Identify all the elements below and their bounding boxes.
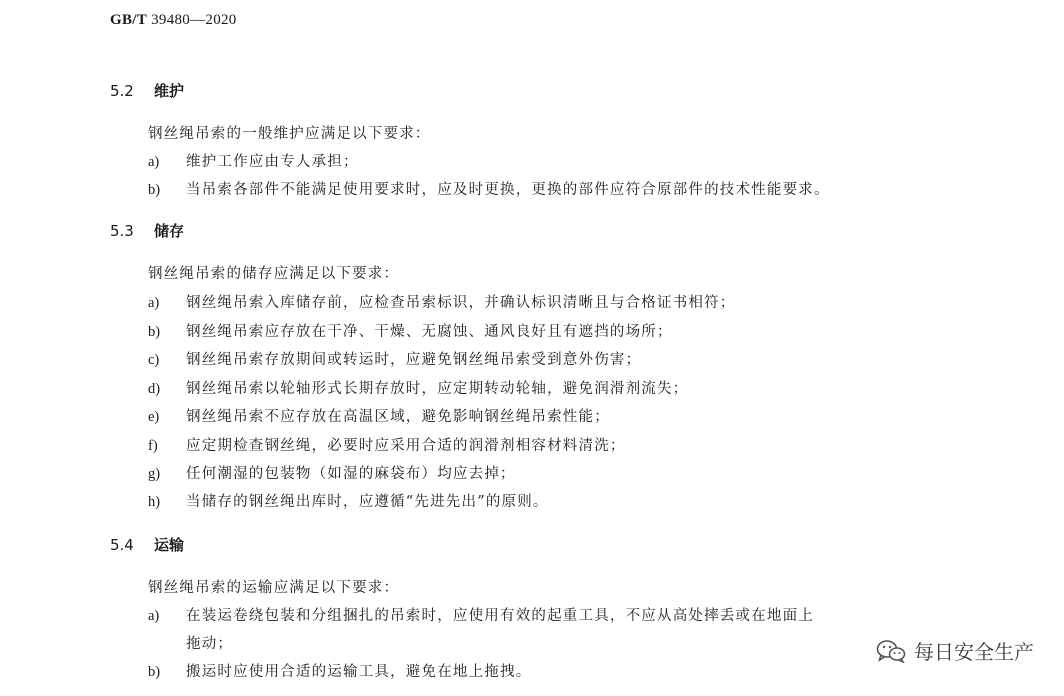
- list-item: [148, 434, 626, 455]
- list-marker: b): [148, 182, 161, 198]
- list-marker: a): [148, 608, 160, 624]
- section-5-3-heading: [110, 220, 184, 241]
- list-item-text: 当储存的钢丝绳出库时，应遵循“先进先出”的原则。: [186, 494, 549, 510]
- list-item-text: 钢丝绳吊索不应存放在高温区域，避免影响钢丝绳吊索性能；: [186, 409, 610, 425]
- list-item-text: 当吊索各部件不能满足使用要求时，应及时更换，更换的部件应符合原部件的技术性能要求。: [186, 182, 830, 198]
- section-5-3-intro: 钢丝绳吊索的储存应满足以下要求：: [148, 266, 400, 282]
- list-marker: a): [148, 295, 160, 311]
- list-item: [148, 604, 814, 625]
- list-marker: f): [148, 438, 158, 454]
- list-item-text: 搬运时应使用合适的运输工具，避免在地上拖拽。: [186, 664, 532, 680]
- list-item: [148, 178, 830, 199]
- list-marker: c): [148, 352, 160, 368]
- list-item: [148, 660, 531, 681]
- section-number: 5.3: [110, 222, 134, 240]
- list-marker: d): [148, 381, 161, 397]
- list-item: [148, 291, 736, 312]
- section-5-2-intro: 钢丝绳吊索的一般维护应满足以下要求：: [148, 126, 431, 142]
- section-5-2-heading: [110, 80, 184, 101]
- list-marker: b): [148, 664, 161, 680]
- list-item-text: 维护工作应由专人承担；: [186, 154, 359, 170]
- list-item-text: 钢丝绳吊索入库储存前，应检查吊索标识，并确认标识清晰且与合格证书相符；: [186, 295, 736, 311]
- list-item-text: 应定期检查钢丝绳，必要时应采用合适的润滑剂相容材料清洗；: [186, 438, 626, 454]
- standard-header: [110, 12, 237, 29]
- list-item: [148, 462, 516, 483]
- list-marker: b): [148, 324, 161, 340]
- list-marker: e): [148, 409, 160, 425]
- list-marker: a): [148, 154, 160, 170]
- watermark-text: 每日安全生产: [914, 640, 1034, 664]
- list-item: [148, 377, 688, 398]
- list-item-text: 钢丝绳吊索存放期间或转运时，应避免钢丝绳吊索受到意外伤害；: [186, 352, 642, 368]
- list-item: [148, 348, 641, 369]
- watermark: [876, 636, 1034, 665]
- list-marker: g): [148, 466, 161, 482]
- list-item-text: 钢丝绳吊索应存放在干净、干燥、无腐蚀、通风良好且有遮挡的场所；: [186, 324, 673, 340]
- list-item: [148, 490, 549, 511]
- section-5-4-heading: [110, 534, 184, 555]
- section-title: 储存: [154, 222, 185, 240]
- list-item-continuation: 拖动；: [186, 636, 234, 652]
- section-title: 维护: [154, 82, 185, 100]
- wechat-icon: [876, 639, 906, 663]
- standard-code: GB/T: [110, 12, 148, 28]
- list-item-text: 在装运卷绕包装和分组捆扎的吊索时，应使用有效的起重工具，不应从高处摔丢或在地面上: [186, 608, 814, 624]
- list-item: [148, 320, 673, 341]
- section-title: 运输: [154, 536, 185, 554]
- section-number: 5.2: [110, 82, 134, 100]
- list-marker: h): [148, 494, 161, 510]
- list-item: [148, 405, 610, 426]
- section-number: 5.4: [110, 536, 134, 554]
- section-5-4-intro: 钢丝绳吊索的运输应满足以下要求：: [148, 580, 400, 596]
- standard-number: 39480—2020: [151, 12, 237, 28]
- list-item-text: 钢丝绳吊索以轮轴形式长期存放时，应定期转动轮轴，避免润滑剂流失；: [186, 381, 689, 397]
- list-item: [148, 150, 359, 171]
- list-item-text: 任何潮湿的包装物（如湿的麻袋布）均应去掉；: [186, 466, 516, 482]
